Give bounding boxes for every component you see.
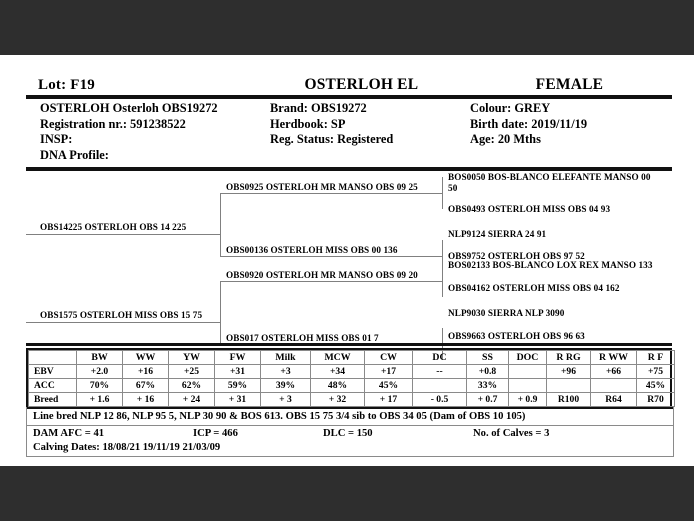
ebv-col-head-yw: YW [169, 351, 215, 365]
info-dna-profile: DNA Profile: [40, 147, 109, 162]
ebv-value-cw: +17 [365, 365, 413, 379]
lot-number: Lot: F19 [38, 77, 96, 93]
pedigree-dam-dam: OBS017 OSTERLOH MISS OBS 01 7 [226, 333, 379, 343]
pedigree-gg-3: NLP9124 SIERRA 24 91 [448, 229, 547, 239]
connector-sire-sire-stem [220, 193, 442, 194]
stats-row [33, 427, 673, 441]
ebv-value-milk: +3 [261, 365, 311, 379]
info-reg-status: Reg. Status: Registered [270, 132, 394, 147]
ebv-col-head-ss: SS [467, 351, 509, 365]
acc-value-ww: 67% [123, 379, 169, 393]
ebv-row-label-breed: Breed [29, 393, 77, 407]
acc-value-bw: 70% [77, 379, 123, 393]
breed-value-ss: + 0.7 [467, 393, 509, 407]
acc-value-ss: 33% [467, 379, 509, 393]
ebv-col-head-milk: Milk [261, 351, 311, 365]
ebv-value-doc [509, 365, 547, 379]
info-column-identity [26, 99, 270, 167]
breed-value-rf: R70 [637, 393, 675, 407]
ebv-col-head-rf: R F [637, 351, 675, 365]
ebv-value-fw: +31 [215, 365, 261, 379]
ebv-row-label-ebv: EBV [29, 365, 77, 379]
acc-value-rrg [547, 379, 591, 393]
ebv-value-dc: -- [413, 365, 467, 379]
connector-gg7-bracket [442, 328, 443, 344]
info-colour: Colour: GREY [470, 101, 551, 115]
pedigree-tree [26, 171, 672, 343]
ebv-col-head-fw: FW [215, 351, 261, 365]
connector-dam-stem [26, 322, 220, 323]
info-birth-date: Birth date: 2019/11/19 [470, 116, 588, 131]
ebv-col-head-bw: BW [77, 351, 123, 365]
pedigree-dam: OBS1575 OSTERLOH MISS OBS 15 75 [40, 310, 203, 320]
catalogue-sheet [0, 55, 694, 466]
breed-value-rww: R64 [591, 393, 637, 407]
breed-value-bw: + 1.6 [77, 393, 123, 407]
connector-dam-sire-stem [220, 281, 442, 282]
breed-value-yw: + 24 [169, 393, 215, 407]
stat-dam-afc: DAM AFC = 41 [33, 428, 105, 439]
pedigree-sire: OBS14225 OSTERLOH OBS 14 225 [40, 222, 187, 232]
pedigree-gg-5: BOS02133 BOS-BLANCO LOX REX MANSO 133 [448, 260, 653, 270]
ebv-col-head-0 [29, 351, 77, 365]
breed-value-rrg: R100 [547, 393, 591, 407]
breed-value-mcw: + 32 [311, 393, 365, 407]
table-row-acc [29, 379, 675, 393]
ebv-value-yw: +25 [169, 365, 215, 379]
pedigree-gg-8: OBS9663 OSTERLOH OBS 96 63 [448, 331, 585, 341]
ebv-value-bw: +2.0 [77, 365, 123, 379]
acc-value-dc [413, 379, 467, 393]
acc-value-rww [591, 379, 637, 393]
breed-value-cw: + 17 [365, 393, 413, 407]
connector-gg2-bracket [442, 193, 443, 209]
note-line-bred: Line bred NLP 12 86, NLP 95 5, NLP 30 90 & BOS 613. OBS 15 75 3/4 sib to OBS 34 05 (Dam of OBS 10 105) [27, 407, 673, 425]
pedigree-gg-7: NLP9030 SIERRA NLP 3090 [448, 308, 565, 318]
connector-dam-bracket [220, 281, 221, 344]
ebv-value-ww: +16 [123, 365, 169, 379]
animal-name-title: OSTERLOH EL [304, 76, 419, 93]
info-brand: Brand: OBS19272 [270, 101, 367, 115]
note-calving-dates: Calving Dates: 18/08/21 19/11/19 21/03/09 [33, 442, 221, 453]
connector-gg1-bracket [442, 177, 443, 193]
rule-under-pedigree [26, 343, 672, 346]
ebv-table-border [26, 348, 672, 407]
pedigree-gg-2: OBS0493 OSTERLOH MISS OBS 04 93 [448, 204, 611, 214]
acc-value-mcw: 48% [311, 379, 365, 393]
info-column-physical [470, 99, 672, 167]
breed-value-fw: + 31 [215, 393, 261, 407]
breed-value-ww: + 16 [123, 393, 169, 407]
pedigree-gg-6: OBS04162 OSTERLOH MISS OBS 04 162 [448, 283, 620, 293]
animal-sex-title: FEMALE [535, 76, 604, 93]
ebv-value-rww: +66 [591, 365, 637, 379]
stat-no-of-calves: No. of Calves = 3 [473, 428, 550, 439]
pedigree-dam-sire: OBS0920 OSTERLOH MR MANSO OBS 09 20 [226, 270, 418, 280]
ebv-col-head-doc: DOC [509, 351, 547, 365]
ebv-col-head-cw: CW [365, 351, 413, 365]
ebv-col-head-rww: R WW [591, 351, 637, 365]
ebv-value-rrg: +96 [547, 365, 591, 379]
info-column-registration [270, 99, 470, 167]
ebv-header-row [29, 351, 675, 365]
pedigree-sire-sire: OBS0925 OSTERLOH MR MANSO OBS 09 25 [226, 182, 418, 192]
note-stats-row [27, 425, 673, 456]
info-registration-nr: Registration nr.: 591238522 [40, 116, 186, 131]
ebv-value-rf: +75 [637, 365, 675, 379]
ebv-col-head-mcw: MCW [311, 351, 365, 365]
ebv-col-head-dc: DC [413, 351, 467, 365]
table-row-ebv [29, 365, 675, 379]
stat-icp: ICP = 466 [193, 428, 238, 439]
breed-value-doc: + 0.9 [509, 393, 547, 407]
info-herdbook: Herdbook: SP [270, 116, 346, 131]
ebv-col-head-rrg: R RG [547, 351, 591, 365]
ebv-value-mcw: +34 [311, 365, 365, 379]
pedigree-sire-dam: OBS00136 OSTERLOH MISS OBS 00 136 [226, 245, 398, 255]
notes-block [26, 407, 674, 457]
connector-gg3-bracket [442, 240, 443, 256]
info-insp: INSP: [40, 132, 73, 147]
title-row [26, 68, 672, 94]
ebv-section [26, 348, 672, 457]
ebv-row-label-acc: ACC [29, 379, 77, 393]
breed-value-milk: + 3 [261, 393, 311, 407]
table-row-breed [29, 393, 675, 407]
letterbox-bottom [0, 466, 694, 521]
connector-gg6-bracket [442, 281, 443, 297]
letterbox-top [0, 0, 694, 55]
acc-value-milk: 39% [261, 379, 311, 393]
connector-sire-dam-stem [220, 256, 442, 257]
ebv-table [28, 350, 675, 407]
breed-value-dc: - 0.5 [413, 393, 467, 407]
acc-value-cw: 45% [365, 379, 413, 393]
acc-value-rf: 45% [637, 379, 675, 393]
pedigree-gg-1: BOS0050 BOS-BLANCO ELEFANTE MANSO 00 50 [448, 172, 651, 193]
acc-value-yw: 62% [169, 379, 215, 393]
info-age: Age: 20 Mths [470, 132, 541, 147]
ebv-col-head-ww: WW [123, 351, 169, 365]
acc-value-doc [509, 379, 547, 393]
connector-sire-stem [26, 234, 220, 235]
ebv-value-ss: +0.8 [467, 365, 509, 379]
info-animal-full-name: OSTERLOH Osterloh OBS19272 [40, 101, 218, 115]
connector-sire-bracket [220, 193, 221, 256]
acc-value-fw: 59% [215, 379, 261, 393]
connector-gg5-bracket [442, 265, 443, 281]
stat-dlc: DLC = 150 [323, 428, 373, 439]
animal-info-block [26, 99, 672, 167]
pedigree-gg-4: OBS9752 OSTERLOH OBS 97 52 [448, 251, 585, 261]
